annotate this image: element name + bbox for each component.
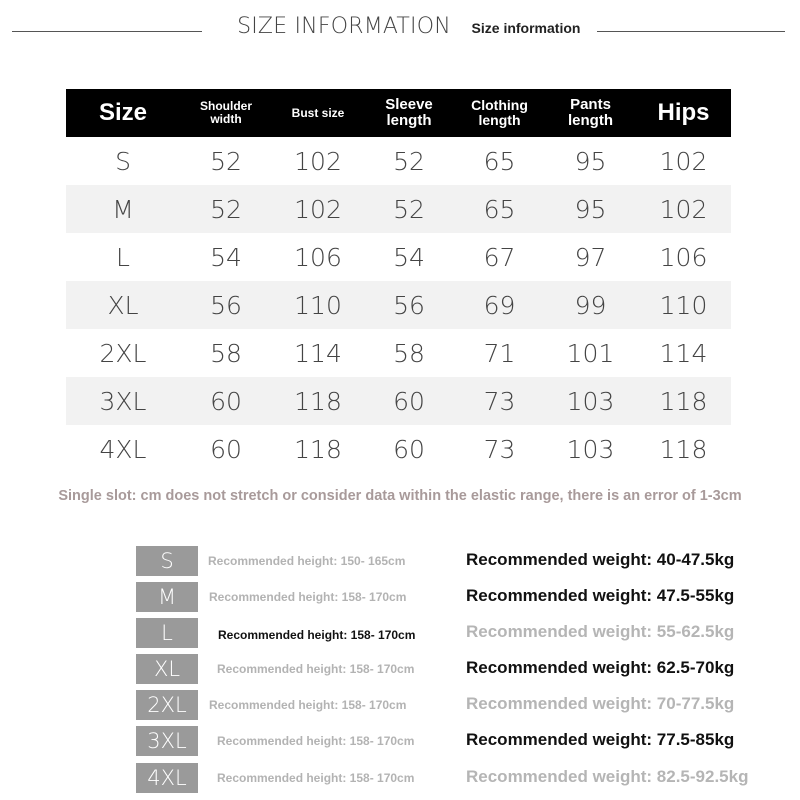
col-bust-size: Bust size	[291, 105, 345, 120]
recommended-height: Recommended height: 158- 170cm	[217, 771, 415, 785]
table-cell: 73	[483, 434, 516, 464]
table-cell: 54	[210, 242, 242, 272]
table-cell: S	[115, 146, 131, 176]
recommended-height: Recommended height: 158- 170cm	[209, 698, 407, 712]
table-cell: 60	[393, 434, 425, 464]
size-badge: XL	[136, 654, 198, 684]
recommended-weight: Recommended weight: 70-77.5kg	[466, 694, 735, 713]
table-cell: 102	[294, 194, 342, 224]
recommended-height: Recommended height: 158- 170cm	[217, 662, 415, 676]
recommendation-row	[0, 763, 800, 793]
table-cell: XL	[107, 290, 139, 320]
divider-right	[597, 31, 785, 32]
col-sleeve-length: Sleeve length	[385, 96, 433, 129]
recommended-weight: Recommended weight: 82.5-92.5kg	[466, 767, 749, 786]
table-cell: 103	[566, 434, 615, 464]
table-cell: 114	[294, 338, 342, 368]
table-body	[66, 137, 731, 473]
table-cell: 118	[659, 434, 708, 464]
table-cell: 52	[393, 194, 425, 224]
table-cell: 60	[210, 386, 242, 416]
table-cell: 114	[659, 338, 708, 368]
table-cell: 60	[393, 386, 425, 416]
table-cell: 67	[483, 242, 516, 272]
recommended-weight: Recommended weight: 62.5-70kg	[466, 658, 735, 677]
recommended-height: Recommended height: 158- 170cm	[209, 590, 407, 604]
recommended-weight: Recommended weight: 77.5-85kg	[466, 730, 735, 749]
table-cell: 118	[294, 434, 342, 464]
page-subtitle: Size information	[471, 20, 581, 36]
table-row	[66, 233, 731, 281]
table-cell: 110	[294, 290, 342, 320]
size-table	[66, 89, 731, 473]
table-cell: 101	[566, 338, 615, 368]
size-badge: 2XL	[136, 690, 198, 720]
table-cell: 102	[659, 194, 708, 224]
table-cell: 99	[574, 290, 607, 320]
table-cell: 73	[483, 386, 516, 416]
table-cell: 58	[210, 338, 242, 368]
header	[0, 0, 800, 60]
table-cell: 97	[574, 242, 607, 272]
table-cell: 106	[659, 242, 708, 272]
recommended-weight: Recommended weight: 40-47.5kg	[466, 550, 735, 569]
recommendation-row	[0, 546, 800, 576]
table-cell: 118	[659, 386, 708, 416]
table-cell: 71	[483, 338, 516, 368]
recommended-height: Recommended height: 158- 170cm	[217, 734, 415, 748]
table-cell: 56	[210, 290, 242, 320]
table-cell: 102	[294, 146, 342, 176]
table-cell: 106	[294, 242, 342, 272]
table-cell: 65	[483, 194, 516, 224]
recommendation-row	[0, 582, 800, 612]
recommended-weight: Recommended weight: 47.5-55kg	[466, 586, 735, 605]
table-cell: 95	[574, 146, 607, 176]
table-cell: 60	[210, 434, 242, 464]
col-pants-length: Pants length	[568, 96, 613, 129]
size-badge: M	[136, 582, 198, 612]
size-badge: S	[136, 546, 198, 576]
table-cell: 58	[393, 338, 425, 368]
table-cell: 3XL	[99, 386, 147, 416]
table-row	[66, 281, 731, 329]
recommendation-row	[0, 654, 800, 684]
table-cell: 52	[210, 194, 242, 224]
recommendation-row	[0, 618, 800, 648]
size-badge: 4XL	[136, 763, 198, 793]
table-cell: 110	[659, 290, 708, 320]
page-title: SIZE INFORMATION	[237, 14, 451, 39]
table-cell: 118	[294, 386, 342, 416]
table-cell: 65	[483, 146, 516, 176]
recommendation-row	[0, 690, 800, 720]
table-cell: 103	[566, 386, 615, 416]
recommended-weight: Recommended weight: 55-62.5kg	[466, 622, 735, 641]
size-badge: 3XL	[136, 726, 198, 756]
table-cell: L	[116, 242, 130, 272]
table-cell: M	[112, 194, 134, 224]
table-cell: 52	[393, 146, 425, 176]
table-cell: 56	[393, 290, 425, 320]
table-cell: 95	[574, 194, 607, 224]
table-cell: 4XL	[99, 434, 147, 464]
recommended-height: Recommended height: 158- 170cm	[218, 628, 416, 642]
size-badge: L	[136, 618, 198, 648]
table-cell: 52	[210, 146, 242, 176]
table-cell: 2XL	[99, 338, 147, 368]
col-size: Size	[98, 99, 148, 127]
table-row	[66, 377, 731, 425]
table-row	[66, 185, 731, 233]
table-row	[66, 425, 731, 473]
col-clothing-length: Clothing length	[471, 97, 528, 128]
table-row	[66, 329, 731, 377]
recommendation-row	[0, 726, 800, 756]
recommended-height: Recommended height: 150- 165cm	[208, 554, 406, 568]
measurement-note: Single slot: cm does not stretch or consider data within the elastic range, there is an error of 1-3cm	[58, 488, 742, 504]
table-row	[66, 137, 731, 185]
table-cell: 54	[393, 242, 425, 272]
col-shoulder-width: Shoulder width	[199, 99, 252, 126]
table-cell: 69	[483, 290, 516, 320]
divider-left	[12, 31, 202, 32]
table-header	[66, 89, 731, 137]
col-hips: Hips	[657, 99, 710, 127]
table-cell: 102	[659, 146, 708, 176]
